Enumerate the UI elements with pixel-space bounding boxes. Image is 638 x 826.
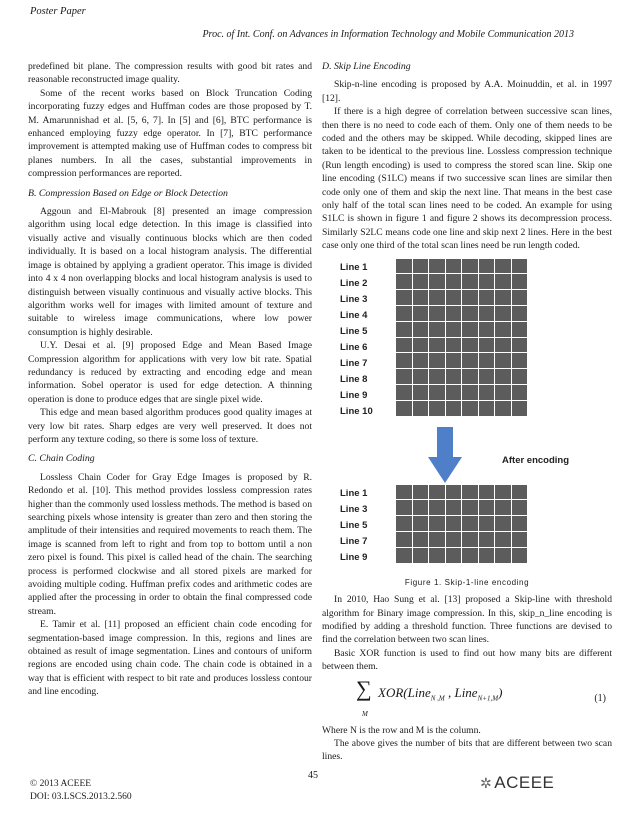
pixel-cell bbox=[429, 500, 445, 515]
pixel-cell bbox=[512, 322, 528, 337]
pixel-cell bbox=[462, 385, 478, 400]
equation-1 bbox=[322, 675, 612, 722]
paragraph: Basic XOR function is used to find out how many bits are different between them. bbox=[322, 647, 612, 673]
footer-info bbox=[30, 778, 132, 804]
pixel-cell bbox=[396, 516, 412, 531]
pixel-cell bbox=[429, 290, 445, 305]
pixel-cell bbox=[512, 532, 528, 547]
line-label: Line 6 bbox=[340, 341, 368, 353]
pixel-cell bbox=[429, 385, 445, 400]
pixel-cell bbox=[479, 500, 495, 515]
after-encoding-label: After encoding bbox=[502, 454, 570, 466]
pixel-cell bbox=[413, 353, 429, 368]
pixel-cell bbox=[479, 485, 495, 500]
sum-index: M bbox=[362, 709, 368, 718]
pixel-cell bbox=[446, 401, 462, 416]
pixel-cell bbox=[479, 353, 495, 368]
eq-func: XOR(Line bbox=[378, 684, 431, 700]
pixel-cell bbox=[396, 369, 412, 384]
pixel-cell bbox=[446, 385, 462, 400]
eq-close: ) bbox=[498, 684, 503, 700]
pixel-cell bbox=[495, 259, 511, 274]
pixel-cell bbox=[429, 401, 445, 416]
copyright: © 2013 ACEEE bbox=[30, 779, 92, 789]
pixel-cell bbox=[413, 369, 429, 384]
scanline-grid-encoded bbox=[396, 485, 527, 563]
pixel-cell bbox=[429, 259, 445, 274]
paragraph: The above gives the number of bits that are different between two scan lines. bbox=[322, 737, 612, 763]
pixel-cell bbox=[446, 516, 462, 531]
pixel-cell bbox=[462, 259, 478, 274]
pixel-cell bbox=[495, 485, 511, 500]
paragraph: Aggoun and El-Mabrouk [8] presented an image compression algorithm using local edge detection. In this image is classified into visually active and visually continuous blocks which are then coded individually. It is based on a local histogram analysis. The differential image is obtained by applying a gradient operator. This image is divided into 4 x 4 non overlapping blocks and local histogram analysis is used to distinguish between visually continuous and visually active blocks. This algorithm works well for images with limited amount of texture and suitable to wireless image communications, where low power consumption is highly desirable. bbox=[28, 206, 312, 338]
pixel-cell bbox=[413, 338, 429, 353]
pixel-cell bbox=[413, 516, 429, 531]
pixel-cell bbox=[429, 532, 445, 547]
pixel-cell bbox=[495, 274, 511, 289]
pixel-cell bbox=[429, 338, 445, 353]
pixel-cell bbox=[446, 322, 462, 337]
pixel-cell bbox=[396, 259, 412, 274]
pixel-cell bbox=[429, 369, 445, 384]
pixel-cell bbox=[396, 548, 412, 563]
pixel-cell bbox=[479, 274, 495, 289]
pixel-cell bbox=[512, 259, 528, 274]
figure-skip-line bbox=[330, 259, 612, 574]
logo-text: ACEEE bbox=[494, 773, 555, 792]
pixel-cell bbox=[495, 369, 511, 384]
pixel-cell bbox=[413, 274, 429, 289]
line-label: Line 9 bbox=[340, 551, 368, 563]
pixel-cell bbox=[396, 274, 412, 289]
line-label: Line 7 bbox=[340, 357, 368, 369]
pixel-cell bbox=[479, 369, 495, 384]
pixel-cell bbox=[495, 385, 511, 400]
eq-sub: N+1,M bbox=[477, 694, 499, 703]
pixel-cell bbox=[462, 306, 478, 321]
pixel-cell bbox=[429, 516, 445, 531]
pixel-cell bbox=[479, 290, 495, 305]
pixel-cell bbox=[446, 353, 462, 368]
paragraph: Lossless Chain Coder for Gray Edge Images is proposed by R. Redondo et al. [10]. This method provides lossless compression rates higher than the commonly used lossless methods. The method is based on searching pixels whose intensity is greater than zero and then storing the amplitude of their intensities and required movements to reach them. The image is scanned from left to right and from top to bottom until a non zero pixel is found. This pixel is called head of the chain. The searching process is performed clockwise and all stored pixels are marked for avoiding multiple coding. Huffman prefix codes and arithmetic codes are applied after the processing in order to obtain the final compressed code stream. bbox=[28, 471, 312, 617]
paragraph: If there is a high degree of correlation between successive scan lines, then there is no need to code each of them. Only one of them needs to be coded and the others may be skipped. While decoding, skipped lines are taken to be identical to the previous line. Lossless compression technique (Run length encoding) is used to compress the stored scan line. Skip one line encoding (S1LC) means if two successive scan lines are similar then code only one of them and skip the next line. That means in the best case only half of the total scan lines need to be coded. An example for using S1LC is shown in figure 1 and figure 2 shows its decompression process. Similarly S2LC means code one line and skip next 2 lines. Here in the best case only one third of the total scan lines need be run length coded. bbox=[322, 106, 612, 252]
pixel-cell bbox=[446, 500, 462, 515]
pixel-cell bbox=[462, 516, 478, 531]
pixel-cell bbox=[446, 306, 462, 321]
pixel-cell bbox=[479, 338, 495, 353]
pixel-cell bbox=[429, 274, 445, 289]
pixel-cell bbox=[512, 401, 528, 416]
pixel-cell bbox=[413, 532, 429, 547]
pixel-cell bbox=[512, 385, 528, 400]
pixel-cell bbox=[396, 306, 412, 321]
section-heading: C. Chain Coding bbox=[28, 453, 95, 465]
pixel-cell bbox=[429, 353, 445, 368]
pixel-cell bbox=[413, 485, 429, 500]
pixel-cell bbox=[479, 306, 495, 321]
pixel-cell bbox=[495, 322, 511, 337]
pixel-cell bbox=[429, 548, 445, 563]
scanline-grid-original bbox=[396, 259, 527, 416]
pixel-cell bbox=[495, 401, 511, 416]
running-header-left: Poster Paper bbox=[30, 6, 86, 17]
pixel-cell bbox=[396, 385, 412, 400]
paragraph: predefined bit plane. The compression results with good bit rates and reasonable reconstructed image quality. bbox=[28, 61, 312, 86]
pixel-cell bbox=[512, 306, 528, 321]
pixel-cell bbox=[462, 548, 478, 563]
line-label: Line 5 bbox=[340, 519, 368, 531]
line-label: Line 1 bbox=[340, 487, 368, 499]
section-heading: B. Compression Based on Edge or Block Detection bbox=[28, 187, 228, 199]
paragraph: Where N is the row and M is the column. bbox=[322, 724, 481, 736]
pixel-cell bbox=[462, 485, 478, 500]
pixel-cell bbox=[462, 532, 478, 547]
pixel-cell bbox=[495, 516, 511, 531]
pixel-cell bbox=[512, 500, 528, 515]
pixel-cell bbox=[495, 306, 511, 321]
line-label: Line 7 bbox=[340, 535, 368, 547]
pixel-cell bbox=[396, 322, 412, 337]
pixel-cell bbox=[446, 548, 462, 563]
pixel-cell bbox=[462, 290, 478, 305]
pixel-cell bbox=[512, 369, 528, 384]
line-label: Line 3 bbox=[340, 293, 368, 305]
pixel-cell bbox=[396, 532, 412, 547]
section-heading: D. Skip Line Encoding bbox=[322, 61, 411, 72]
pixel-cell bbox=[462, 353, 478, 368]
pixel-cell bbox=[396, 290, 412, 305]
pixel-cell bbox=[512, 290, 528, 305]
pixel-cell bbox=[479, 322, 495, 337]
page-number: 45 bbox=[308, 770, 318, 781]
left-column bbox=[28, 60, 312, 699]
pixel-cell bbox=[413, 500, 429, 515]
doi: DOI: 03.LSCS.2013.2.560 bbox=[30, 792, 132, 802]
figure-caption: Figure 1. Skip-1-line encoding bbox=[404, 577, 530, 587]
pixel-cell bbox=[413, 322, 429, 337]
eq-mid: , Line bbox=[444, 684, 478, 700]
down-arrow-icon bbox=[428, 427, 462, 483]
pixel-cell bbox=[413, 385, 429, 400]
pixel-cell bbox=[462, 401, 478, 416]
pixel-cell bbox=[396, 353, 412, 368]
equation-body bbox=[378, 686, 502, 706]
pixel-cell bbox=[413, 401, 429, 416]
eq-sub: N ,M bbox=[430, 694, 445, 703]
pixel-cell bbox=[479, 259, 495, 274]
pixel-cell bbox=[396, 500, 412, 515]
pixel-cell bbox=[512, 485, 528, 500]
pixel-cell bbox=[446, 338, 462, 353]
pixel-cell bbox=[429, 322, 445, 337]
pixel-cell bbox=[429, 306, 445, 321]
aceee-logo bbox=[480, 773, 554, 793]
running-header-right: Proc. of Int. Conf. on Advances in Information Technology and Mobile Communication 2013 bbox=[202, 29, 574, 40]
pixel-cell bbox=[446, 290, 462, 305]
line-label: Line 2 bbox=[340, 277, 368, 289]
line-label: Line 10 bbox=[340, 405, 373, 417]
pixel-cell bbox=[479, 548, 495, 563]
pixel-cell bbox=[479, 401, 495, 416]
line-label: Line 3 bbox=[340, 503, 368, 515]
pixel-cell bbox=[462, 322, 478, 337]
paragraph: This edge and mean based algorithm produces good quality images at very low bit rates. Sharp edges are very well preserved. It does not perform any texture coding, so there is some loss of texture. bbox=[28, 407, 312, 445]
pixel-cell bbox=[396, 485, 412, 500]
right-column bbox=[322, 60, 612, 764]
pixel-cell bbox=[413, 548, 429, 563]
pixel-cell bbox=[495, 338, 511, 353]
pixel-cell bbox=[495, 290, 511, 305]
pixel-cell bbox=[413, 259, 429, 274]
pixel-cell bbox=[512, 353, 528, 368]
pixel-cell bbox=[512, 516, 528, 531]
pixel-cell bbox=[479, 516, 495, 531]
pixel-cell bbox=[446, 369, 462, 384]
pixel-cell bbox=[495, 353, 511, 368]
line-label: Line 1 bbox=[340, 261, 368, 273]
line-label: Line 8 bbox=[340, 373, 368, 385]
pixel-cell bbox=[462, 274, 478, 289]
paragraph: E. Tamir et al. [11] proposed an efficient chain code encoding for segmentation-based image compression. In this, regions and lines are obtained as result of image segmentation. Lines and contours of uniform regions are encoded using chain code. The chain code is obtained in a way that is efficient with respect to bit rate and produces lossless contour and line encoding. bbox=[28, 619, 312, 698]
paragraph: U.Y. Desai et al. [9] proposed Edge and Mean Based Image Compression algorithm for applications with very low bit rate. Spatial redundancy is reduced by extracting and encoding edge and mean information. Sobel operator is used for edge detection. A thinning operation is done to produce edges that are single pixel wide. bbox=[28, 340, 312, 405]
pixel-cell bbox=[396, 338, 412, 353]
pixel-cell bbox=[429, 485, 445, 500]
pixel-cell bbox=[446, 259, 462, 274]
pixel-cell bbox=[512, 274, 528, 289]
equation-number: (1) bbox=[594, 692, 606, 704]
pixel-cell bbox=[413, 290, 429, 305]
pixel-cell bbox=[396, 401, 412, 416]
star-icon: ✲ bbox=[480, 775, 493, 791]
pixel-cell bbox=[495, 548, 511, 563]
pixel-cell bbox=[495, 500, 511, 515]
line-label: Line 5 bbox=[340, 325, 368, 337]
pixel-cell bbox=[462, 500, 478, 515]
paragraph: Some of the recent works based on Block Truncation Coding incorporating fuzzy edges and Huffman codes are those proposed by T. M. Amarunnishad et al. [5, 6, 7]. In [5] and [6], BTC performance is enhanced employing fuzzy edge operator. In [7], BTC performance improvement is attempted making use of Huffman codes to compress bit planes numbers. In all the cases, substantial improvements in compression performances are reported. bbox=[28, 87, 312, 180]
line-label: Line 9 bbox=[340, 389, 368, 401]
pixel-cell bbox=[462, 369, 478, 384]
pixel-cell bbox=[462, 338, 478, 353]
paragraph: In 2010, Hao Sung et al. [13] proposed a Skip-line with threshold algorithm for Binary image compression. In this, skip_n_line encoding is modified by adding a threshold function. Three functions are devised to find the correlation between two scan lines. bbox=[322, 594, 612, 646]
pixel-cell bbox=[413, 306, 429, 321]
pixel-cell bbox=[479, 532, 495, 547]
pixel-cell bbox=[512, 338, 528, 353]
pixel-cell bbox=[495, 532, 511, 547]
line-label: Line 4 bbox=[340, 309, 368, 321]
pixel-cell bbox=[512, 548, 528, 563]
pixel-cell bbox=[446, 485, 462, 500]
pixel-cell bbox=[479, 385, 495, 400]
pixel-cell bbox=[446, 274, 462, 289]
pixel-cell bbox=[446, 532, 462, 547]
sum-symbol: ∑ bbox=[356, 675, 372, 701]
paragraph: Skip-n-line encoding is proposed by A.A. Moinuddin, et al. in 1997 [12]. bbox=[322, 79, 612, 104]
